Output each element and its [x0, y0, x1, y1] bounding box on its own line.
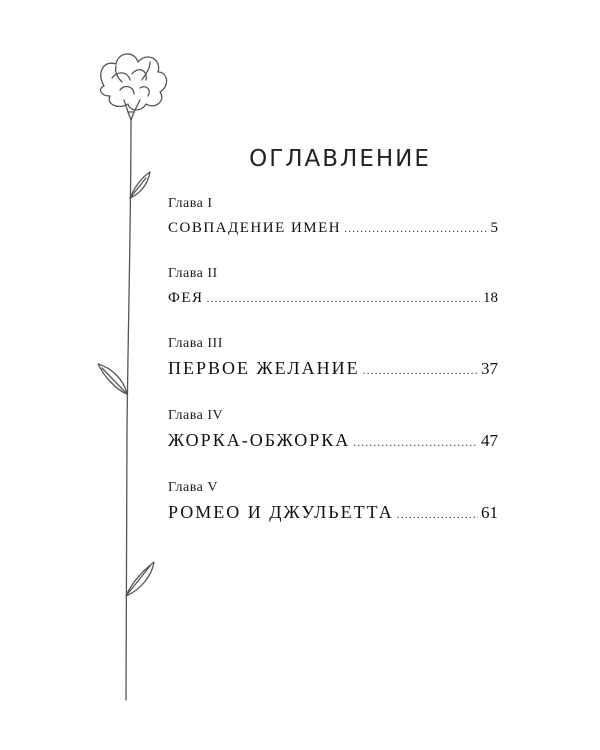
chapter-label: Глава III	[168, 336, 223, 351]
chapter-title: ПЕРВОЕ ЖЕЛАНИЕ	[168, 358, 360, 378]
chapter-label: Глава IV	[168, 408, 224, 423]
toc-entry[interactable]	[168, 217, 498, 239]
page-number: 18	[483, 290, 498, 306]
dot-leader	[363, 359, 478, 381]
page-number: 5	[490, 220, 498, 236]
page-number: 61	[481, 503, 498, 522]
toc-chapter-4	[168, 407, 498, 453]
toc-chapter-5	[168, 479, 498, 525]
chapter-title: СОВПАДЕНИЕ ИМЕН	[168, 220, 342, 236]
chapter-title: ФЕЯ	[168, 290, 204, 306]
toc-entry[interactable]	[168, 501, 498, 525]
chapter-label: Глава II	[168, 266, 218, 281]
page-number: 47	[481, 431, 498, 450]
page-number: 37	[481, 359, 498, 378]
toc-chapter-1	[168, 195, 498, 239]
dot-leader	[397, 503, 478, 525]
dot-leader	[207, 287, 480, 309]
table-of-contents	[168, 195, 498, 551]
dot-leader	[353, 431, 478, 453]
page-title: ОГЛАВЛЕНИЕ	[249, 146, 431, 172]
toc-entry[interactable]	[168, 429, 498, 453]
dot-leader	[344, 217, 487, 239]
toc-entry[interactable]	[168, 287, 498, 309]
toc-chapter-2	[168, 265, 498, 309]
chapter-label: Глава V	[168, 480, 218, 495]
toc-entry[interactable]	[168, 357, 498, 381]
chapter-title: РОМЕО И ДЖУЛЬЕТТА	[168, 502, 394, 522]
toc-chapter-3	[168, 335, 498, 381]
chapter-title: ЖОРКА-ОБЖОРКА	[168, 430, 351, 450]
chapter-label: Глава I	[168, 196, 213, 211]
